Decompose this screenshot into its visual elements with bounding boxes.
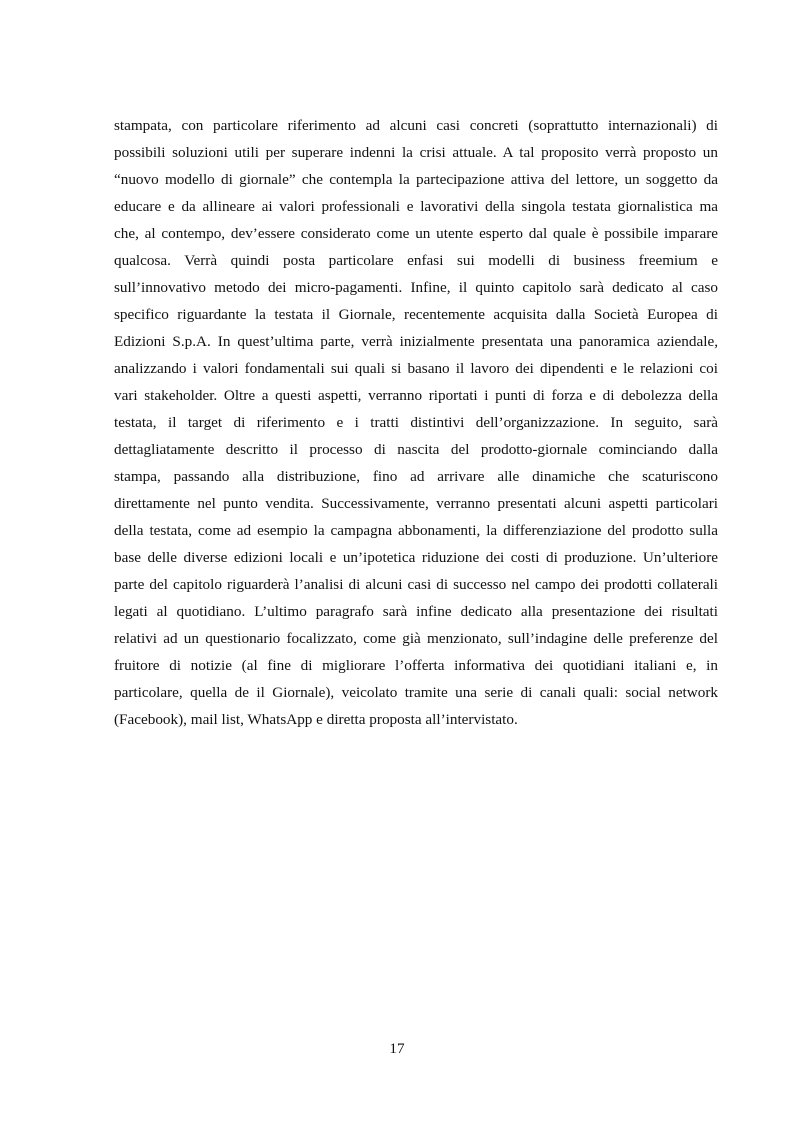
text-line: educare e da allineare ai valori professionali e lavorativi della singola testata giornalistica ma — [114, 198, 718, 215]
text-line: fruitore di notizie (al fine di migliorare l’offerta informativa dei quotidiani italiani e, in — [114, 657, 718, 674]
text-line: Edizioni S.p.A. In quest’ultima parte, verrà inizialmente presentata una panoramica aziendale, — [114, 333, 718, 350]
text-line: stampata, con particolare riferimento ad alcuni casi concreti (soprattutto internazionali) di — [114, 117, 718, 134]
text-line: dettagliatamente descritto il processo di nascita del prodotto-giornale cominciando dalla — [114, 441, 718, 458]
text-line: analizzando i valori fondamentali sui quali si basano il lavoro dei dipendenti e le relazioni coi — [114, 360, 718, 377]
text-line: “nuovo modello di giornale” che contempla la partecipazione attiva del lettore, un soggetto da — [114, 171, 718, 188]
text-line: specifico riguardante la testata il Giornale, recentemente acquisita dalla Società Europea di — [114, 306, 718, 323]
text-line: particolare, quella de il Giornale), veicolato tramite una serie di canali quali: social network — [114, 684, 718, 701]
text-line: stampa, passando alla distribuzione, fino ad arrivare alle dinamiche che scaturiscono — [114, 468, 718, 485]
text-line: relativi ad un questionario focalizzato, come già menzionato, sull’indagine delle preferenze del — [114, 630, 718, 647]
text-line: direttamente nel punto vendita. Successivamente, verranno presentati alcuni aspetti particolari — [114, 495, 718, 512]
text-line: della testata, come ad esempio la campagna abbonamenti, la differenziazione del prodotto sulla — [114, 522, 718, 539]
text-line: vari stakeholder. Oltre a questi aspetti, verranno riportati i punti di forza e di debolezza della — [114, 387, 718, 404]
body-paragraph — [114, 112, 718, 733]
text-line: parte del capitolo riguarderà l’analisi di alcuni casi di successo nel campo dei prodotti collaterali — [114, 576, 718, 593]
text-line: possibili soluzioni utili per superare indenni la crisi attuale. A tal proposito verrà proposto un — [114, 144, 718, 161]
text-line: legati al quotidiano. L’ultimo paragrafo sarà infine dedicato alla presentazione dei risultati — [114, 603, 718, 620]
text-line: testata, il target di riferimento e i tratti distintivi dell’organizzazione. In seguito, sarà — [114, 414, 718, 431]
text-line: sull’innovativo metodo dei micro-pagamenti. Infine, il quinto capitolo sarà dedicato al caso — [114, 279, 718, 296]
text-line: base delle diverse edizioni locali e un’ipotetica riduzione dei costi di produzione. Un’ulteriore — [114, 549, 718, 566]
text-line: che, al contempo, dev’essere considerato come un utente esperto dal quale è possibile imparare — [114, 225, 718, 242]
text-line: qualcosa. Verrà quindi posta particolare enfasi sui modelli di business freemium e — [114, 252, 718, 269]
text-line: (Facebook), mail list, WhatsApp e diretta proposta all’intervistato. — [114, 711, 518, 728]
page-number: 17 — [389, 1040, 405, 1057]
